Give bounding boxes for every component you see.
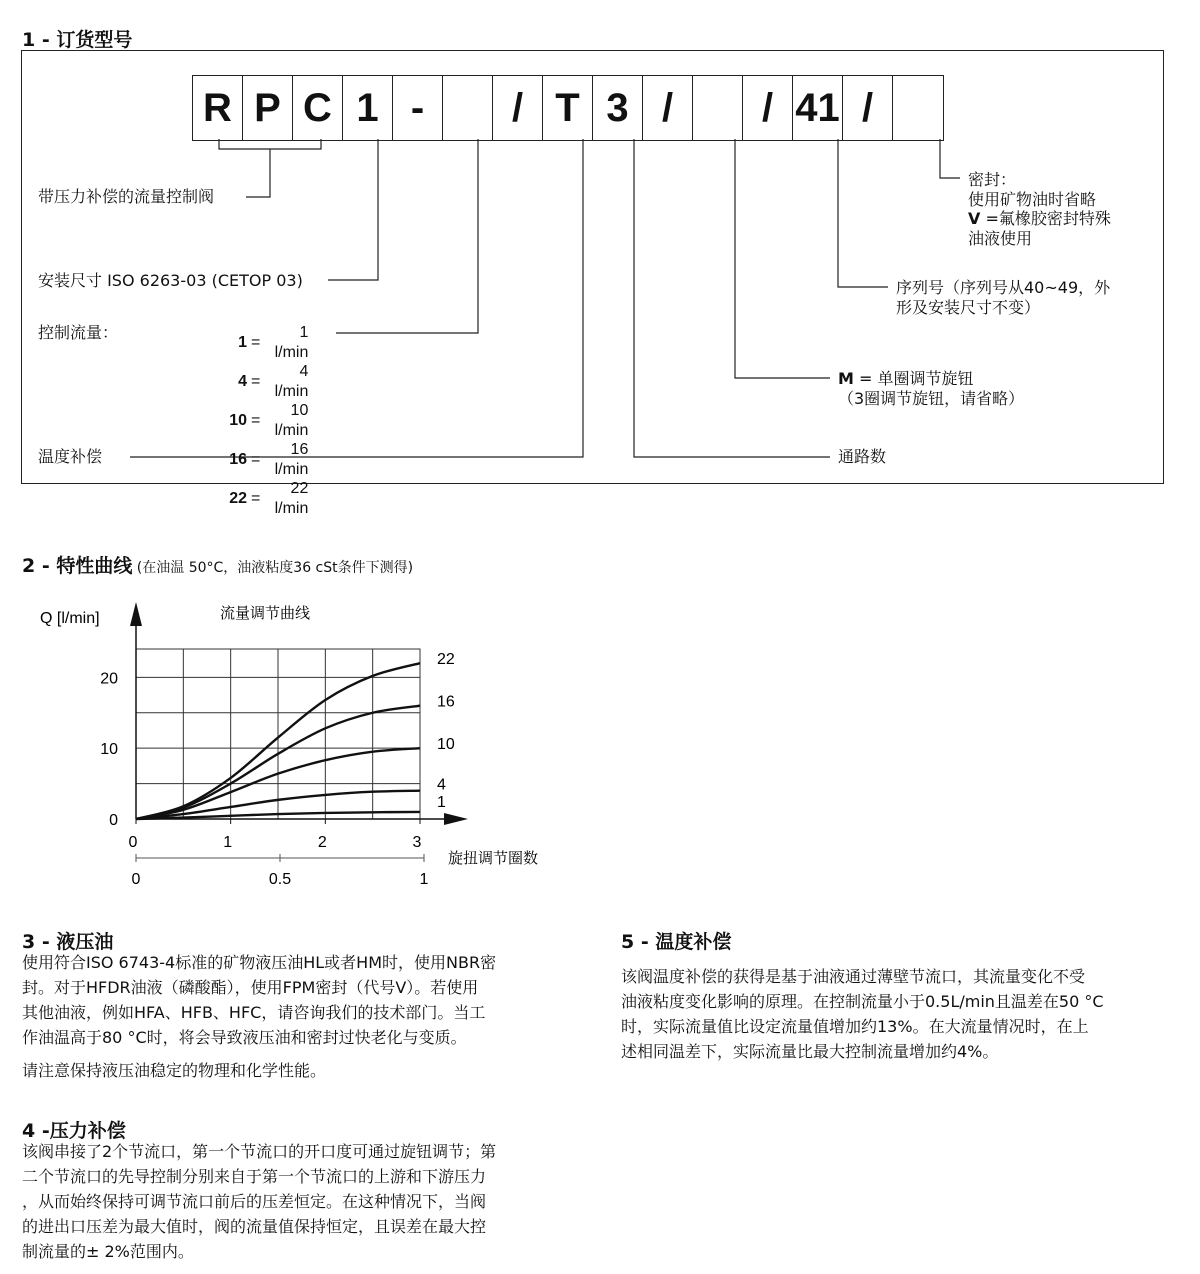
code-cell: / xyxy=(743,76,793,140)
chart-axes xyxy=(130,602,468,862)
series-line-2: 形及安装尺寸不变） xyxy=(896,297,1041,317)
knob-text: = 单圈调节旋钮 xyxy=(853,369,974,388)
knob-description xyxy=(838,369,1024,408)
flow-option-row: 22 = 22 l/min xyxy=(229,480,309,517)
knob-line-1 xyxy=(838,369,1024,389)
chart-title: 流量调节曲线 xyxy=(220,605,311,622)
x-axis-label: 旋扭调节圈数 xyxy=(448,850,539,867)
seal-line-3: 油液使用 xyxy=(968,228,1033,248)
section-4-title: 4 -压力补偿 xyxy=(22,1120,126,1142)
code-cell: / xyxy=(843,76,893,140)
flow-option-row: 10 = 10 l/min xyxy=(229,402,309,439)
y-axis-arrow xyxy=(130,602,142,626)
y-tick-label: 10 xyxy=(100,741,118,759)
secondary-x-tick-label: 0.5 xyxy=(268,871,292,888)
knob-code: M xyxy=(838,369,854,388)
series-description xyxy=(896,278,1110,317)
x-tick-label: 2 xyxy=(317,834,327,851)
section-5-body: 该阀温度补偿的获得是基于油液通过薄壁节流口，其流量变化不受 油液粘度变化影响的原理。在控制流量小于0.5L/min且温差在50 °C 时，实际流量值比设定流量值增加约13%。在大流量情况时，在上 述相同温差下，实际流量比最大控制流量增加约4%。 xyxy=(621,967,1104,1061)
flow-option-row: 4 = 4 l/min xyxy=(238,363,309,400)
seal-line-1: 使用矿物油时省略 xyxy=(968,189,1097,209)
section-3-title: 3 - 液压油 xyxy=(22,931,114,953)
series-label-16: 16 xyxy=(437,693,455,711)
y-tick-label: 20 xyxy=(100,670,118,688)
secondary-x-tick-label: 0 xyxy=(131,871,141,888)
series-label-4: 4 xyxy=(437,776,446,794)
x-tick-label: 0 xyxy=(128,834,138,851)
section-5-title: 5 - 温度补偿 xyxy=(621,931,732,953)
code-cell: 1 xyxy=(343,76,393,140)
label-temperature-compensation: 温度补偿 xyxy=(38,447,103,466)
seal-line-2 xyxy=(968,209,1111,229)
label-pressure-compensated: 带压力补偿的流量控制阀 xyxy=(38,187,215,206)
secondary-x-tick-label: 1 xyxy=(419,871,429,888)
x-tick-label: 1 xyxy=(223,834,233,851)
series-label-10: 10 xyxy=(437,736,455,754)
seal-v-code: V xyxy=(968,209,981,228)
section-4-body: 该阀串接了2个节流口，第一个节流口的开口度可通过旋钮调节；第 二个节流口的先导控制分别来自于第一个节流口的上游和下游压力 ，从而始终保持可调节流口前后的压差恒定。在这种情况下，当阀 的进出口压差为最大值时，阀的流量值保持恒定，且误差在最大控 制流量的± 2%范围内。 xyxy=(22,1142,497,1261)
chart-labels xyxy=(40,604,538,888)
code-cell: 41 xyxy=(793,76,843,140)
section-2-title xyxy=(22,551,413,578)
flow-options-table xyxy=(225,323,308,518)
seal-title: 密封： xyxy=(968,170,1017,189)
section-3-paragraph-1: 使用符合ISO 6743-4标准的矿物液压油HL或者HM时，使用NBR密 封。对于HFDR油液（磷酸酯），使用FPM密封（代号V）。若使用 其他油液，例如HFA、HFB、HFC，请咨询我们的技术部门。当工 作油温高于80 °C时，将会导致液压油和密封过快老化与变质。 xyxy=(22,953,497,1047)
label-number-of-ways: 通路数 xyxy=(838,447,887,466)
series-label-1: 1 xyxy=(437,793,446,811)
series-line-1: 序列号（序列号从40~49，外 xyxy=(896,278,1111,297)
y-tick-label: 0 xyxy=(109,812,118,829)
flow-option-row: 16 = 16 l/min xyxy=(229,441,309,478)
code-cell: R xyxy=(193,76,243,140)
seal-description xyxy=(968,170,1111,248)
code-cell: 3 xyxy=(593,76,643,140)
x-tick-label: 3 xyxy=(412,834,422,851)
section-2-heading: 2 - 特性曲线 xyxy=(22,555,133,577)
code-cell: / xyxy=(643,76,693,140)
code-cell: / xyxy=(493,76,543,140)
section-2-subtitle: (在油温 50°C，油液粘度36 cSt条件下测得) xyxy=(132,560,414,576)
section-3-paragraph-2: 请注意保持液压油稳定的物理和化学性能。 xyxy=(22,1061,327,1080)
section-3-body xyxy=(22,950,582,1091)
label-mounting-interface: 安装尺寸 ISO 6263-03 (CETOP 03) xyxy=(38,271,303,290)
series-label-22: 22 xyxy=(437,651,455,669)
y-axis-label: Q [l/min] xyxy=(40,610,100,627)
code-cell: - xyxy=(393,76,443,140)
flow-regulation-chart xyxy=(0,590,600,900)
label-controlled-flow: 控制流量： xyxy=(38,323,119,342)
knob-line-2: （3圈调节旋钮，请省略） xyxy=(838,388,1025,408)
section-1-title: 1 - 订货型号 xyxy=(22,29,133,51)
flow-option-row: 1 = 1 l/min xyxy=(238,324,309,361)
x-axis-arrow xyxy=(444,813,468,825)
seal-v-text: =氟橡胶密封特殊 xyxy=(980,209,1111,228)
code-cell: C xyxy=(293,76,343,140)
code-cell: P xyxy=(243,76,293,140)
code-cell: T xyxy=(543,76,593,140)
